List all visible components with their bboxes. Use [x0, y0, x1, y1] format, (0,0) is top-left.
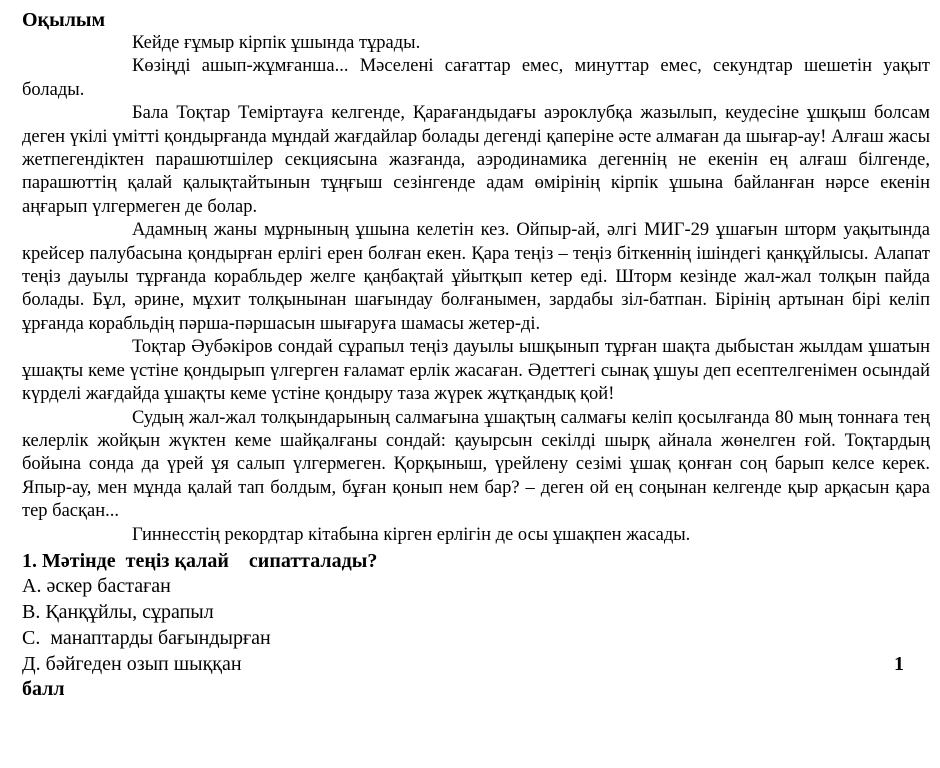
- answer-option-d-row: [22, 651, 904, 677]
- document-page: [22, 8, 930, 701]
- score-value: 1: [894, 652, 904, 675]
- paragraph-5: Судың жал-жал толқындарының салмағына ұшақтың салмағы келіп қосылғанда 80 мың тоннаға тең келерлік жойқын жүктен кеме шайқалғаны сондай: қауырсын секілді шырқ айнала жөнелген ғой. Тоқтардың бойына сонда да үрей ұя салып үлгермеген. Қорқыныш, үрейлену сезімі ұшақ қонған соң барып келсе керек. Япыр-ау, мен мұнда қалай тап болдым, бұған қонып нем бар? – деген ой ең соңынан келгенде қыр арқасын қара тер басқан...: [22, 407, 930, 522]
- answer-option-b: В. Қанқұйлы, сұрапыл: [22, 600, 214, 623]
- answer-option-c: С. манаптарды бағындырған: [22, 626, 271, 649]
- document-title: Оқылым: [22, 9, 106, 31]
- answer-option-a: А. әскер бастаған: [22, 574, 171, 597]
- paragraph-3: Адамның жаны мұрнының ұшына келетін кез. Ойпыр-ай, әлгі МИГ-29 ұшағын шторм уақытында крейсер палубасына қондырған ерлігі ерен болған екен. Қара теңіз – теңіз біткеннің ішіндегі қанқұйлысы. Алапат теңіз дауылы тұрғанда корабльдер желге қаңбақтай ұйытқып кетер еді. Шторм кезінде жал-жал толқын пайда болады. Бұл, әрине, мұхит толқынынан шағындау болғанымен, зардабы зіл-батпан. Бірінің артынан бірі келіп ұрғанда корабльдің пәрша-пәршасын шығаруға шамасы жетер-ді.: [22, 220, 930, 334]
- paragraph-1: Көзіңді ашып-жұмғанша... Мәселені сағаттар емес, минуттар емес, секундтар шешетін уақыт болады.: [22, 56, 930, 100]
- answer-option-d: Д. бәйгеден озып шыққан: [22, 652, 242, 675]
- score-label: балл: [22, 677, 65, 700]
- paragraph-epigraph: Кейде ғұмыр кірпік ұшында тұрады.: [132, 33, 421, 53]
- paragraph-6: Гиннесстің рекордтар кітабына кірген ерлігін де осы ұшақпен жасады.: [132, 524, 691, 545]
- question-title: 1. Мәтінде теңіз қалай сипатталады?: [22, 549, 378, 572]
- paragraph-4: Тоқтар Әубәкіров сондай сұрапыл теңіз дауылы ышқынып тұрған шақта дыбыстан жылдам ұшатын ұшақты кеме үстіне қондырып үлгерген ғаламат ерлік жасаған. Әдеттегі сынақ ұшуы деп есептелгенімен осындай күрделі жағдайда ұшақты кеме үстіне қондыру таза жүрек жұтқандық қой!: [22, 337, 930, 405]
- paragraph-2: Бала Тоқтар Теміртауға келгенде, Қарағандыдағы аэроклубқа жазылып, кеудесіне ұшқыш болсам деген үкілі үмітті қондырғанда мұндай жағдайлар болады дегенді қаперіне әсте алмаған да шығар-ау! Алғаш жасы жетпегендіктен парашютшілер секциясына жазғанда, аэродинамика дегеннің не екенін ең алғаш білгенде, парашюттің қалай қалықтайтынын тұңғыш сезінгенде адам өмірінің кірпік ұшына байланған нәрсе екенін аңғарып үлгермеген де болар.: [22, 103, 930, 217]
